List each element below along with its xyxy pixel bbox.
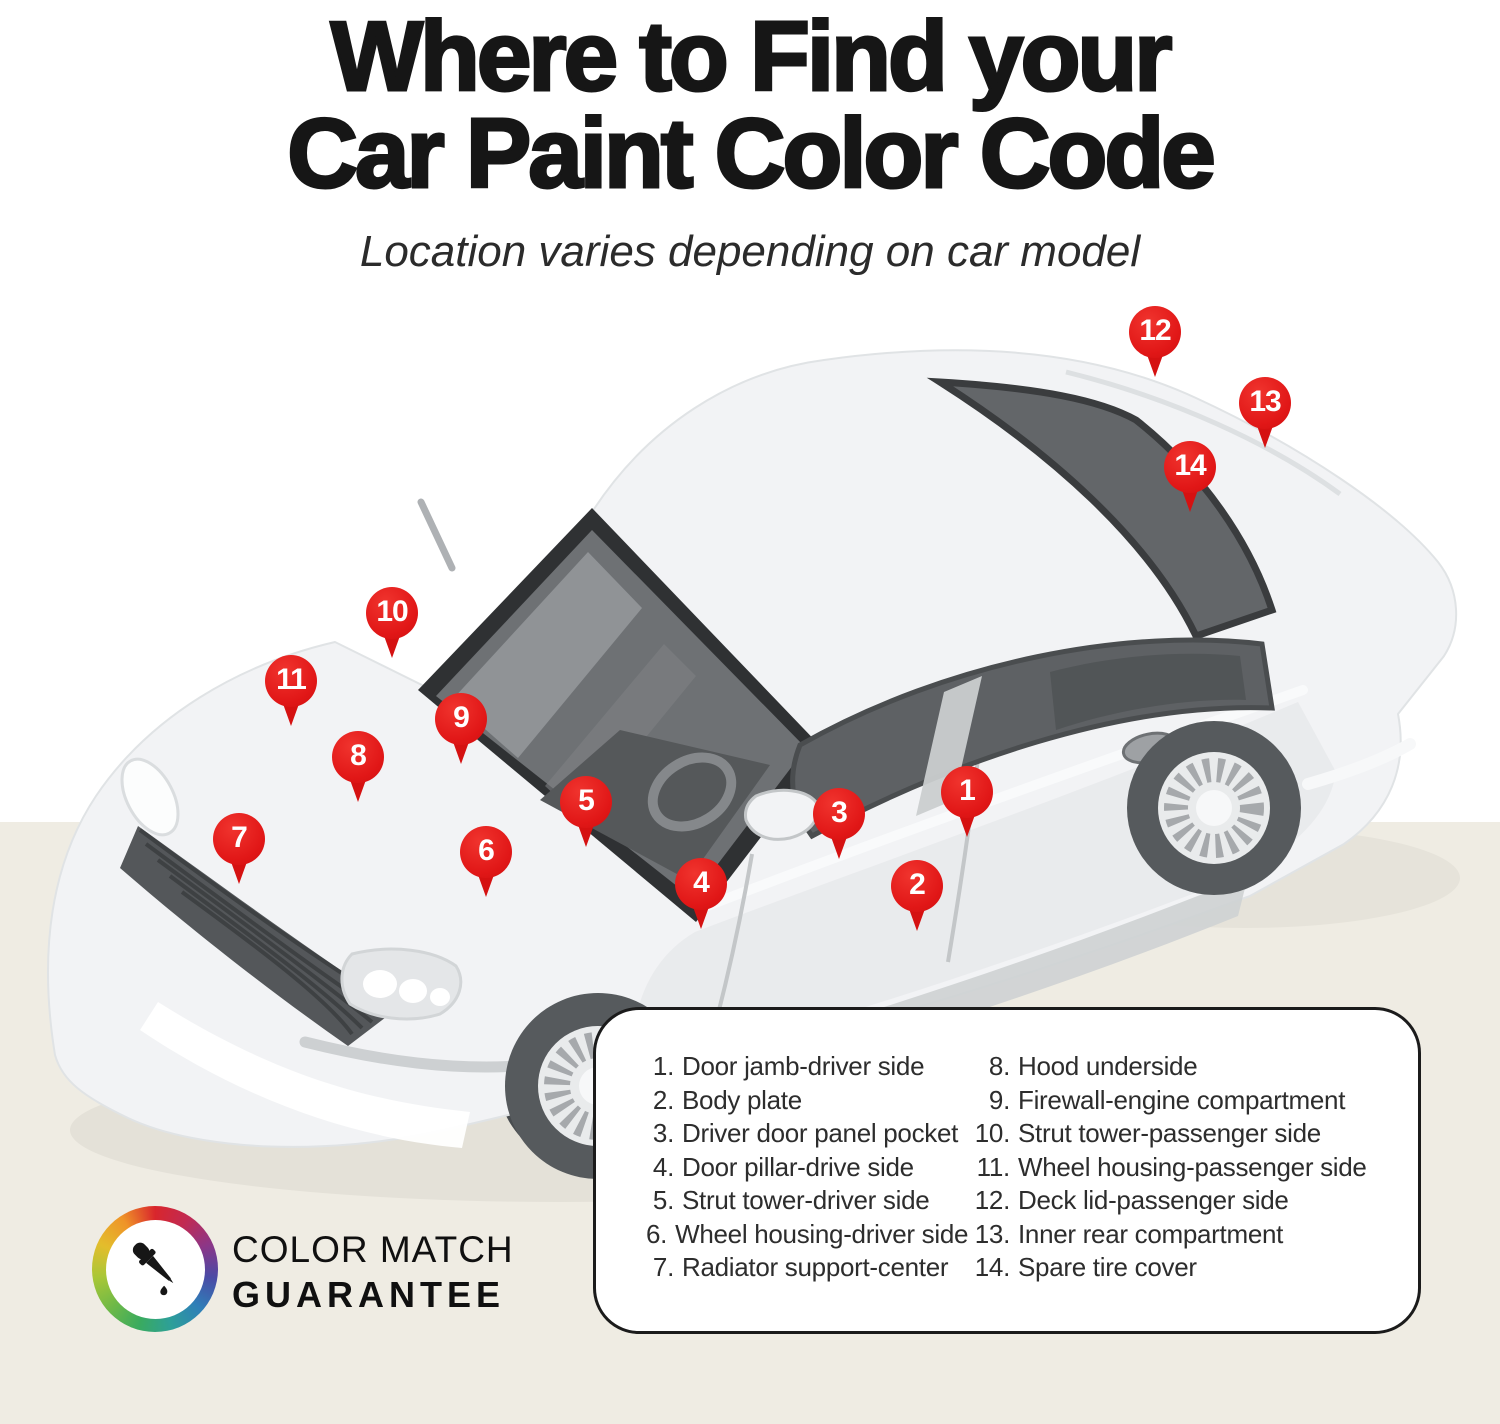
legend-item-number: 1. (652, 1051, 674, 1081)
pin-circle (332, 731, 384, 783)
legend-item-label: Driver door panel pocket (682, 1118, 959, 1148)
page-subtitle: Location varies depending on car model (359, 227, 1141, 276)
pin-circle (1129, 306, 1181, 358)
legend-item-number: 6. (646, 1218, 668, 1249)
legend-item-label: Wheel housing-passenger side (1018, 1151, 1367, 1182)
legend-item-number: 3. (652, 1118, 674, 1148)
pin-circle (813, 788, 865, 840)
legend-item-number: 8. (988, 1051, 1010, 1081)
badge-line2: GUARANTEE (232, 1274, 506, 1315)
pin-circle (366, 587, 418, 639)
pin-circle (941, 766, 993, 818)
legend-item-number: 7. (652, 1252, 674, 1282)
legend-item-label: Spare tire cover (1018, 1252, 1197, 1282)
legend-item-number: 11. (976, 1151, 1010, 1182)
page-title-line1: Where to Find your (330, 1, 1170, 111)
legend-item-label: Radiator support-center (682, 1252, 949, 1282)
pin-circle (1239, 377, 1291, 429)
pin-number: 3 (831, 796, 847, 829)
pin-circle (265, 655, 317, 707)
legend-item-label: Firewall-engine compartment (1018, 1084, 1346, 1115)
legend-item-number: 9. (988, 1084, 1010, 1115)
legend-item-label: Inner rear compartment (1018, 1218, 1284, 1249)
pin-number: 7 (231, 821, 247, 854)
page-title-line2: Car Paint Color Code (287, 98, 1213, 208)
badge-line1: COLOR MATCH (232, 1229, 514, 1270)
pin-number: 14 (1174, 449, 1206, 482)
pin-number: 10 (376, 595, 408, 628)
pin-number: 5 (578, 784, 594, 817)
legend-item-label: Wheel housing-driver side (675, 1218, 969, 1249)
pin-number: 9 (453, 701, 469, 734)
legend-item-label: Deck lid-passenger side (1018, 1185, 1289, 1215)
legend-item-label: Door jamb-driver side (682, 1051, 925, 1081)
pin-circle (1164, 441, 1216, 493)
legend-item-label: Strut tower-driver side (682, 1185, 930, 1215)
pin-number: 11 (276, 663, 306, 696)
pin-circle (560, 776, 612, 828)
legend-item-label: Door pillar-drive side (682, 1151, 914, 1182)
pin-number: 6 (478, 834, 494, 867)
pin-number: 4 (693, 866, 709, 899)
legend-item-label: Body plate (682, 1084, 802, 1115)
pin-circle (435, 693, 487, 745)
pin-circle (213, 813, 265, 865)
legend-item-number: 10. (974, 1118, 1010, 1148)
legend-item-label: Strut tower-passenger side (1018, 1118, 1321, 1148)
legend-item-number: 5. (652, 1185, 674, 1215)
legend-item-number: 12. (974, 1185, 1010, 1215)
pin-circle (460, 826, 512, 878)
pin-number: 12 (1139, 314, 1171, 347)
legend-item-number: 14. (974, 1252, 1010, 1282)
pin-number: 2 (909, 868, 925, 901)
legend-item-number: 13. (974, 1218, 1010, 1249)
pin-number: 8 (350, 739, 366, 772)
legend-item-number: 2. (652, 1084, 674, 1115)
pin-circle (675, 858, 727, 910)
pin-circle (891, 860, 943, 912)
legend-item-label: Hood underside (1018, 1051, 1198, 1081)
pin-number: 13 (1249, 385, 1281, 418)
legend-item-number: 4. (652, 1151, 674, 1182)
pin-number: 1 (959, 774, 975, 807)
